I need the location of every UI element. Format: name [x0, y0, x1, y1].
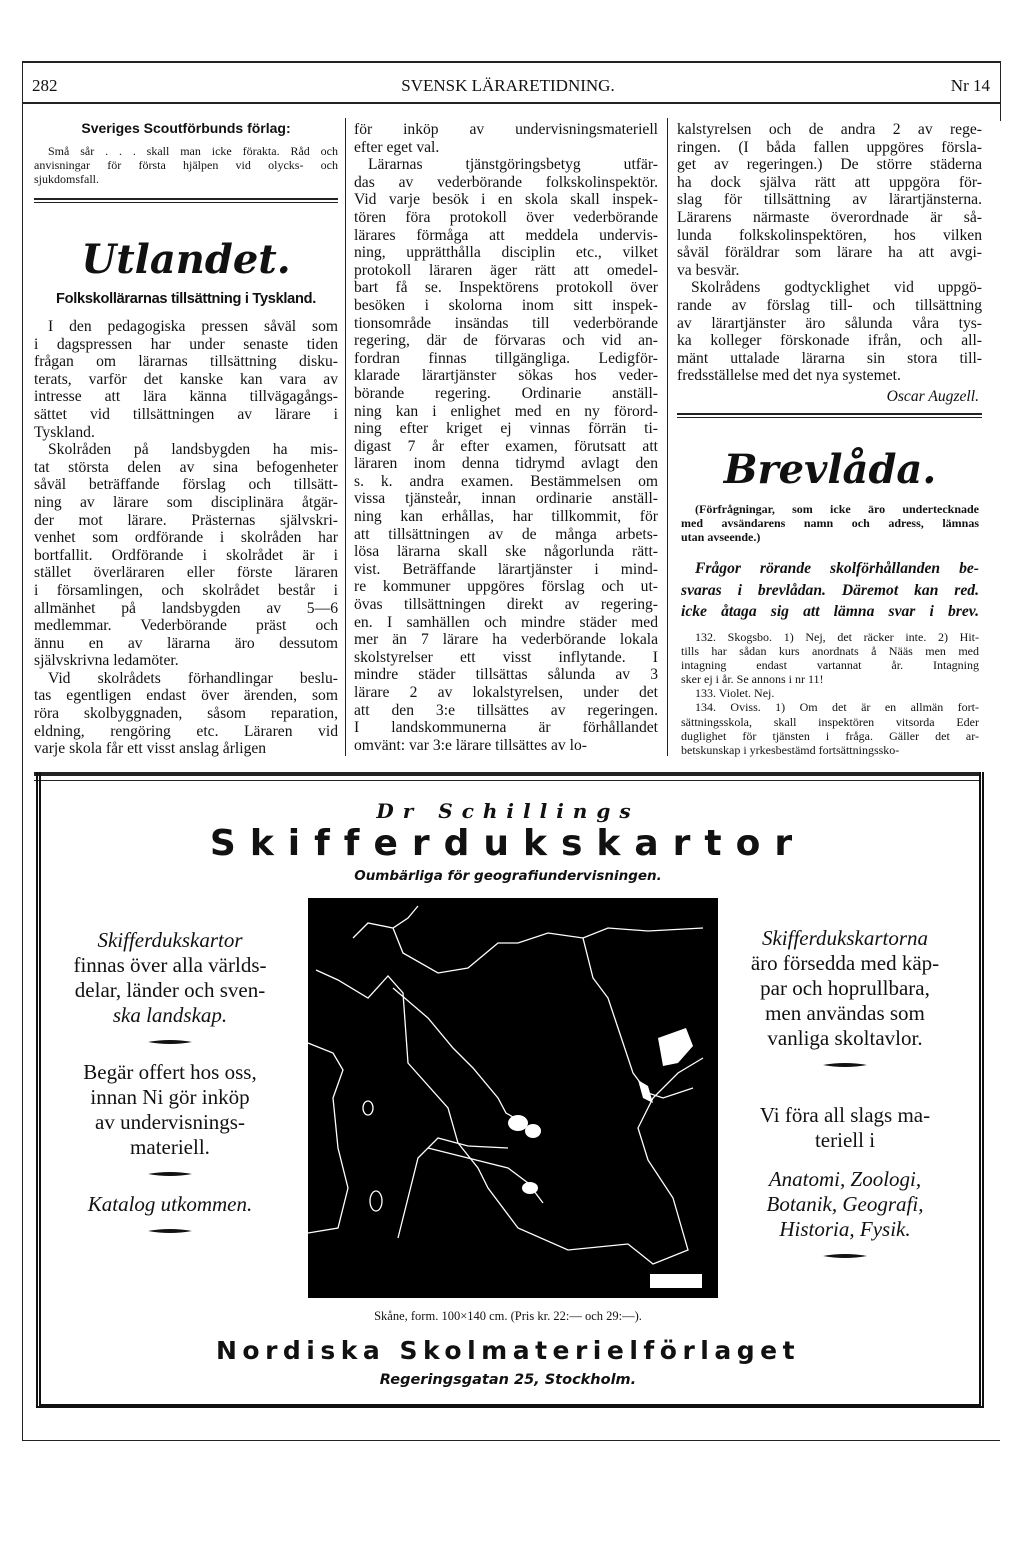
- text-line: lärares förmåga att meddela undervis-: [354, 226, 658, 244]
- text-line: skolstyrelser ett visst inflytande. I: [354, 648, 658, 666]
- text-line: i församlingen, och skolrådet består i: [34, 581, 338, 599]
- map-label-box: [650, 1274, 702, 1288]
- text-line: sjukdomsfall.: [34, 172, 99, 187]
- double-rule: [677, 417, 982, 418]
- text-line: I landskommunerna är förhållandet: [354, 719, 658, 737]
- text-line: s. k. andra examen. Bestämmelsen om: [354, 472, 658, 490]
- article-column-3: [677, 121, 982, 385]
- text-line: ka kolleger förskonade ifrån, och all-: [677, 332, 982, 350]
- text-line: ning kan i enlighet med en ny förord-: [354, 402, 658, 420]
- text-line: Lärarnas tjänstgöringsbetyg utfär-: [368, 156, 658, 174]
- text-line: att tillsättningen av de många arbets-: [354, 525, 658, 543]
- text-line: va besvär.: [677, 261, 740, 279]
- article-title: Folkskollärarnas tillsättning i Tyskland.: [56, 291, 316, 307]
- text-line: Katalog utkommen.: [87, 1192, 253, 1216]
- text-line: vist. Beträffande lärartjänster i mind-: [354, 560, 658, 578]
- text-line: ha dock själva rätt att uppgöra för-: [677, 173, 982, 191]
- text-line: allmänhet på landsbygden av 5—6: [34, 599, 338, 617]
- text-line: självskrivna ledamöter.: [34, 652, 179, 670]
- text-line: lösa lärarna skall ske någorlunda rätt-: [354, 543, 658, 561]
- text-line: frågan om lärarnas tillsättning disku-: [34, 353, 338, 371]
- text-line: Skifferdukskartor: [97, 928, 243, 952]
- text-line: materiell.: [130, 1135, 210, 1159]
- text-line: anvisningar för första hjälpen vid olycks- och: [34, 158, 338, 173]
- text-line: terats, varför det kanske kan vara av: [34, 370, 338, 388]
- scout-notice: [34, 144, 338, 186]
- text-line: lärare 2 av lokalstyrelsen, under det: [354, 684, 658, 701]
- text-line: eldning, rengöring etc. Läraren vid: [34, 722, 338, 740]
- text-line: klarade lärartjänster sökas hos veder-: [354, 367, 658, 385]
- map-background: [308, 898, 718, 1298]
- text-line: utan avseende.): [681, 530, 761, 545]
- text-line: ning kan erhållas, har tillkommit, för: [354, 508, 658, 526]
- map-lake: [522, 1182, 538, 1194]
- issue-number: Nr 14: [950, 76, 990, 95]
- brevlada-notice: [681, 502, 979, 544]
- text-line: Lärarens närmaste överordnade är så-: [677, 208, 982, 226]
- text-line: bortfallit. Ordförande i skolrådet är i: [34, 546, 338, 564]
- ad-address: Regeringsgatan 25, Stockholm.: [379, 1372, 637, 1388]
- text-line: intresse att lära känna tillvägagångs-: [34, 388, 338, 406]
- text-line: ning efter kriget ej vinnas förrän ti-: [354, 420, 658, 438]
- text-line: 134. Oviss. 1) Om det är en allmän fort-: [695, 700, 979, 715]
- text-line: fordran finnas tillgängliga. Ledigför-: [354, 349, 658, 367]
- text-line: i dagspressen har under senaste tiden: [34, 335, 338, 353]
- text-line: ska landskap.: [112, 1003, 228, 1027]
- ad-product: Skifferdukskartor: [209, 823, 807, 864]
- ad-right-text: [728, 926, 962, 1274]
- text-line: med avsändarens namn och adress, lämnas: [681, 516, 979, 531]
- text-line: kalstyrelsen och de andra 2 av rege-: [677, 121, 982, 138]
- text-line: mindre städer tillsättas sålunda av 3: [354, 666, 658, 684]
- map-caption: Skåne, form. 100×140 cm. (Pris kr. 22:— och 29:—).: [374, 1309, 642, 1323]
- text-line: efter eget val.: [354, 138, 440, 156]
- text-line: stället överläraren eller förste läraren: [34, 564, 338, 582]
- text-line: re kommuner uppgöres förslag och ut-: [354, 578, 658, 596]
- text-line: icke åtaga sig att lämna svar i brev.: [681, 603, 979, 620]
- section-title: Utlandet.: [81, 236, 291, 283]
- text-line: betskunskap i yrkesbestämd fortsättningssko-: [681, 742, 900, 757]
- text-line: Historia, Fysik.: [779, 1217, 911, 1241]
- brevlada-answers: [681, 630, 979, 757]
- text-line: delar, länder och sven-: [74, 978, 266, 1002]
- top-rule: [22, 61, 1000, 63]
- ad-brand: Dr Schillings: [376, 799, 640, 823]
- text-line: äro försedda med käp-: [750, 951, 940, 975]
- text-line: ringen. (I båda fallen uppgöres försla-: [677, 138, 982, 156]
- right-border: [1000, 61, 1001, 121]
- brevlada-policy: [681, 558, 979, 623]
- text-line: Skifferdukskartorna: [761, 926, 929, 950]
- text-line: vanliga skoltavlor.: [767, 1026, 923, 1050]
- text-line: duglighet för tjänsten i fråga. Gäller det ar-: [681, 728, 979, 743]
- ad-publisher: Nordiska Skolmaterielförlaget: [215, 1336, 801, 1365]
- text-line: röra skolbyggnaden, såsom reparation,: [34, 705, 338, 723]
- spacer: [728, 1153, 962, 1167]
- ad-left-text: [62, 928, 278, 1249]
- double-rule: [677, 413, 982, 415]
- article-column-2: [354, 121, 658, 754]
- text-line: svaras i brevlådan. Däremot kan red.: [681, 581, 979, 599]
- bottom-rule: [22, 1440, 1000, 1441]
- double-rule: [34, 198, 338, 200]
- text-line: par och hoprullbara,: [760, 976, 930, 1000]
- map-skane: [308, 898, 718, 1298]
- text-line: rande av förslag till- och tillsättning: [677, 296, 982, 314]
- text-line: innan Ni gör inköp: [90, 1085, 250, 1109]
- text-line: Vi föra all slags ma-: [759, 1103, 931, 1127]
- text-line: men användas som: [765, 1001, 925, 1025]
- text-line: såväl föräldrar som lärare ha att avgi-: [677, 244, 982, 262]
- text-line: sättet vid tillsättningen av lärare i: [34, 405, 338, 423]
- text-line: I den pedagogiska pressen såväl som: [48, 318, 338, 335]
- text-line: att den 3:e tillsättes av regeringen.: [354, 701, 658, 719]
- ornament-divider-icon: [148, 1038, 192, 1046]
- map-lake: [508, 1115, 528, 1131]
- text-line: Skolrådens godtycklighet vid uppgö-: [691, 279, 982, 297]
- text-line: lunda folkskolinspektören, hos vilken: [677, 226, 982, 244]
- text-line: börande regering. Ordinarie anställ-: [354, 384, 658, 402]
- text-line: 133. Violet. Nej.: [695, 686, 775, 701]
- text-line: mänt uttalade lärarna sin stora till-: [677, 349, 982, 367]
- brevlada-title: Brevlåda.: [723, 446, 937, 493]
- page-number: 282: [32, 76, 58, 95]
- text-line: get av regeringen.) De större städerna: [677, 156, 982, 174]
- ornament-divider-icon: [148, 1227, 192, 1235]
- text-line: besöken i skolorna inom sitt inspek-: [354, 296, 658, 314]
- text-line: läraren inom denna tidrymd avlagt den: [354, 455, 658, 473]
- text-line: teriell i: [814, 1128, 876, 1152]
- ornament-divider-icon: [148, 1170, 192, 1178]
- text-line: en. I samhällen och mindre städer med: [354, 613, 658, 631]
- text-line: tills har sådan kurs anordnats å Nääs men med: [681, 644, 979, 659]
- text-line: mer än 7 lärare ha vederbörande lokala: [354, 631, 658, 649]
- text-line: 132. Skogsbo. 1) Nej, det räcker inte. 2) Hit-: [695, 630, 979, 644]
- text-line: Botanik, Geografi,: [766, 1192, 924, 1216]
- text-line: venhet som ordförande i skolråden har: [34, 529, 338, 547]
- publication-title: SVENSK LÄRARETIDNING.: [401, 76, 615, 95]
- text-line: digast 7 år efter examen, förutsatt att: [354, 437, 658, 455]
- text-line: av undervisnings-: [95, 1110, 245, 1134]
- text-line: ännu en av lärarna äro dessutom: [34, 634, 338, 652]
- text-line: Vid varje besök i en skola skall inspek-: [354, 191, 658, 209]
- text-line: medlemmar. Vederbörande präst och: [34, 617, 338, 635]
- text-line: av lärartjänster äro sålunda våra tys-: [677, 314, 982, 332]
- text-line: tören föra protokoll över vederbörande: [354, 208, 658, 226]
- text-line: ning, upprätthålla disciplin etc., vilket: [354, 244, 658, 262]
- map-lake: [525, 1124, 541, 1138]
- article-column-1: [34, 318, 338, 758]
- text-line: såväl beträffande förslag och tillsätt-: [34, 476, 338, 494]
- text-line: bart få se. Inspektörens protokoll över: [354, 279, 658, 297]
- text-line: finnas över alla världs-: [73, 953, 267, 977]
- text-line: varje skola får ett visst anslag årligen: [34, 740, 267, 758]
- text-line: Frågor rörande skolförhållanden be-: [695, 560, 979, 577]
- text-line: Anatomi, Zoologi,: [768, 1167, 922, 1191]
- text-line: övas tillsättningen direkt av regering-: [354, 596, 658, 614]
- text-line: slag för tillsättning av lärartjänsterna.: [677, 191, 982, 209]
- column-rule: [667, 118, 668, 756]
- text-line: Begär offert hos oss,: [83, 1060, 257, 1084]
- scout-heading: Sveriges Scoutförbunds förlag:: [81, 120, 291, 136]
- text-line: protokoll läraren äger rätt att omedel-: [354, 261, 658, 279]
- text-line: ning av lärare som disciplinära åtgär-: [34, 493, 338, 511]
- text-line: fredsställelse med det nya systemet.: [677, 367, 901, 385]
- text-line: Tyskland.: [34, 423, 95, 441]
- text-line: sker ej i år. Se annons i nr 11!: [681, 672, 824, 687]
- text-line: vissa tjänsteår, innan ordinarie anställ-: [354, 490, 658, 508]
- text-line: sättningsskola, skall inspektören vitsorda Eder: [681, 714, 979, 729]
- text-line: omvänt: var 3:e lärare tillsättes av lo-: [354, 736, 587, 754]
- double-rule: [34, 202, 338, 203]
- text-line: Skolråden på landsbygden ha mis-: [48, 441, 338, 459]
- left-border: [22, 61, 23, 1441]
- text-line: regering, där de förvaras och vid an-: [354, 332, 658, 350]
- column-rule: [345, 118, 346, 756]
- text-line: (Förfrågningar, som icke äro undertecknade: [695, 502, 979, 516]
- ornament-divider-icon: [823, 1061, 867, 1069]
- text-line: för inköp av undervisningsmateriell: [354, 121, 658, 138]
- text-line: Vid skolrådets förhandlingar beslu-: [48, 669, 338, 687]
- text-line: tionsområde insändas till vederbörande: [354, 314, 658, 332]
- text-line: das av vederbörande folkskolinspektör.: [354, 173, 658, 191]
- text-line: tat största delen av sina befogenheter: [34, 458, 338, 476]
- text-line: intagning endast vartannat år. Intagning: [681, 658, 979, 673]
- ad-tagline: Oumbärliga för geografiundervisningen.: [354, 868, 662, 884]
- ornament-divider-icon: [823, 1252, 867, 1260]
- text-line: Små sår . . . skall man icke förakta. Råd och: [48, 144, 338, 158]
- article-author: Oscar Augzell.: [886, 388, 979, 405]
- header-rule: [22, 102, 1000, 104]
- text-line: der mot lärare. Prästernas självskri-: [34, 511, 338, 529]
- text-line: tas egentligen endast över ärenden, som: [34, 687, 338, 705]
